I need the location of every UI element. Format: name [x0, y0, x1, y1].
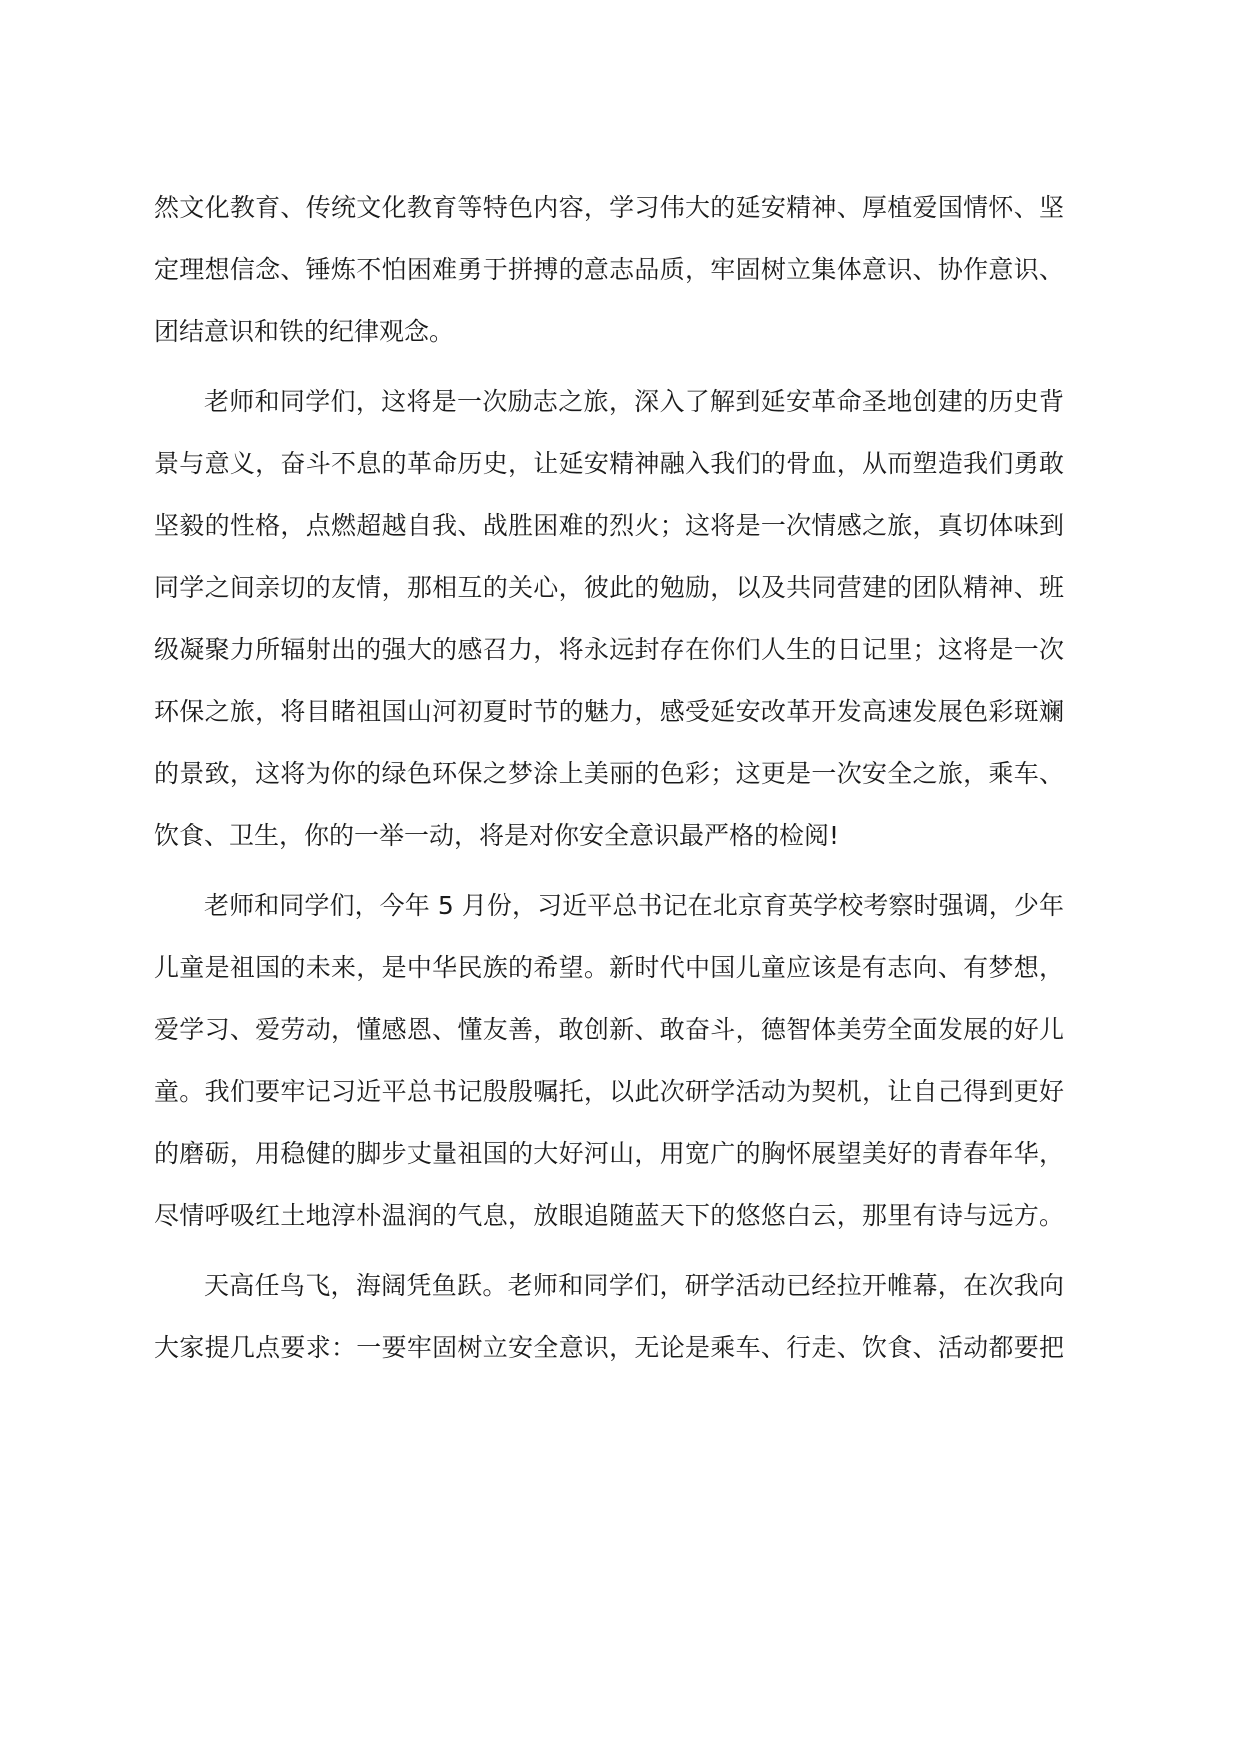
text-line: 的景致，这将为你的绿色环保之梦涂上美丽的色彩；这更是一次安全之旅，乘车、 — [154, 759, 1064, 788]
text-line: 的磨砺，用稳健的脚步丈量祖国的大好河山，用宽广的胸怀展望美好的青春年华， — [154, 1139, 1064, 1168]
text-line: 饮食、卫生，你的一举一动，将是对你安全意识最严格的检阅! — [154, 821, 840, 850]
text-line: 环保之旅，将目睹祖国山河初夏时节的魅力，感受延安改革开发高速发展色彩斑斓 — [154, 697, 1064, 726]
text-line: 大家提几点要求：一要牢固树立安全意识，无论是乘车、行走、饮食、活动都要把 — [154, 1333, 1064, 1362]
text-line: 童。我们要牢记习近平总书记殷殷嘱托，以此次研学活动为契机，让自己得到更好 — [154, 1077, 1064, 1106]
text-line: 团结意识和铁的纪律观念。 — [154, 317, 455, 346]
text-line: 老师和同学们，今年 5 月份，习近平总书记在北京育英学校考察时强调，少年 — [204, 891, 1064, 920]
text-line: 老师和同学们，这将是一次励志之旅，深入了解到延安革命圣地创建的历史背 — [204, 387, 1064, 416]
text-line: 然文化教育、传统文化教育等特色内容，学习伟大的延安精神、厚植爱国情怀、坚 — [154, 193, 1064, 222]
text-line: 尽情呼吸红土地淳朴温润的气息，放眼追随蓝天下的悠悠白云，那里有诗与远方。 — [154, 1201, 1064, 1230]
text-line: 定理想信念、锤炼不怕困难勇于拼搏的意志品质，牢固树立集体意识、协作意识、 — [154, 255, 1064, 284]
text-line: 级凝聚力所辐射出的强大的感召力，将永远封存在你们人生的日记里；这将是一次 — [154, 635, 1064, 664]
text-line: 景与意义，奋斗不息的革命历史，让延安精神融入我们的骨血，从而塑造我们勇敢 — [154, 449, 1064, 478]
text-line: 天高任鸟飞，海阔凭鱼跃。老师和同学们，研学活动已经拉开帷幕，在次我向 — [204, 1271, 1064, 1300]
text-line: 儿童是祖国的未来，是中华民族的希望。新时代中国儿童应该是有志向、有梦想， — [154, 953, 1064, 982]
text-line: 同学之间亲切的友情，那相互的关心，彼此的勉励，以及共同营建的团队精神、班 — [154, 573, 1064, 602]
text-line: 爱学习、爱劳动，懂感恩、懂友善，敢创新、敢奋斗，德智体美劳全面发展的好儿 — [154, 1015, 1064, 1044]
text-line: 坚毅的性格，点燃超越自我、战胜困难的烈火；这将是一次情感之旅，真切体味到 — [154, 511, 1064, 540]
